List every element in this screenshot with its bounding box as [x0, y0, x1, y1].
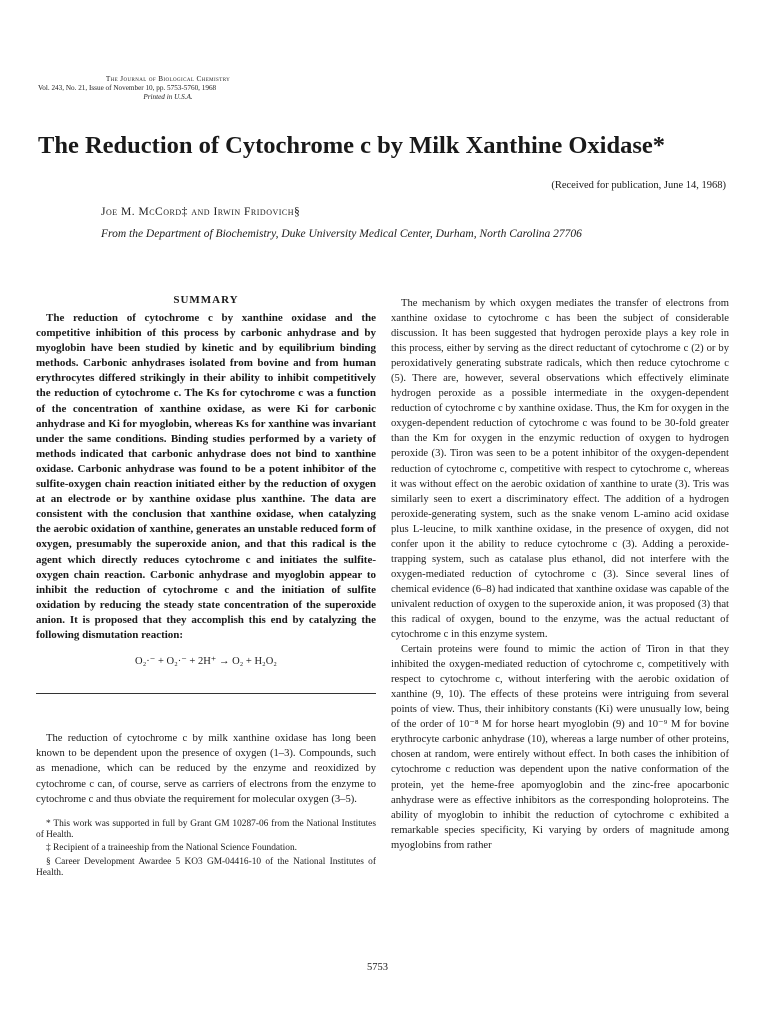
intro-paragraph: The reduction of cytochrome c by milk xanthine oxidase has long been known to be dependent upon the presence of oxygen (1–3). Compounds, such as menadione, which can be reduced by the enzyme and reoxidized by cytochrome c can, of course, serve as carriers of electrons from the enzyme to cytochrome c and thus obviate the requirement for molecular oxygen (3–5).: [36, 733, 376, 805]
page-number: 5753: [367, 962, 388, 973]
footnote: ‡ Recipient of a traineeship from the National Science Foundation.: [46, 843, 297, 854]
footnotes: [36, 819, 376, 879]
footnote: * This work was supported in full by Grant GM 10287-06 from the National Institutes of Health.: [36, 819, 376, 841]
paper-title: The Reduction of Cytochrome c by Milk Xanthine Oxidase*: [38, 132, 666, 159]
body-paragraph: The mechanism by which oxygen mediates the transfer of electrons from xanthine oxidase to cytochrome c has been the subject of considerable discussion. It has been suggested that hydrogen peroxide plays a key role in this process, either by serving as the direct reductant of cytochrome c (2) or by peroxidatively generating substrate radicals, which then reduce cytochrome c (5). There are, however, several observations which effectively eliminate hydrogen peroxide as a possible intermediate in the oxygen-dependent reduction of cytochrome c by xanthine oxidase. Thus, the Km for oxygen in the oxygen-dependent reduction of cytochrome c was found to be 30-fold greater than the Km for oxygen in the enzymic reduction of oxygen to hydrogen peroxide (3). Tiron was seen to be a potent inhibitor of the oxygen-dependent reduction of cytochrome c, competitive with respect to cytochrome c, whereas it was without effect on the aerobic oxidation of xanthine to urate (3). Tris was similarly seen to exert a discriminatory effect. The addition of a hydrogen peroxide-generating system, such as the snake venom L-amino acid oxidase plus L-leucine, to milk xanthine oxidase, in the presence of oxygen, did not confer upon it the ability to reduce cytochrome c (3). Adding a peroxide-trapping system, such as catalase plus ethanol, did not interfere with the oxygen-mediated reduction of cytochrome c (3). Since several lines of chemical evidence (6–8) had indicated that xanthine oxidase was capable of the univalent reduction of oxygen to the superoxide anion, it was proposed (3) that this radical of oxygen, bound to the enzyme, was the actual reductant of cytochrome c in this enzyme system.: [391, 298, 729, 641]
authors: Joe M. McCord‡ and Irwin Fridovich§: [101, 206, 301, 218]
dismutation-equation: O₂·⁻ + O₂·⁻ + 2H⁺ → O₂ + H₂O₂: [135, 656, 277, 668]
footnote: § Career Development Awardee 5 KO3 GM-04416-10 of the National Institutes of Health.: [36, 856, 376, 878]
section-divider: [36, 693, 376, 694]
affiliation: From the Department of Biochemistry, Duke University Medical Center, Durham, North Carolina 27706: [101, 228, 582, 240]
summary-text: The reduction of cytochrome c by xanthine oxidase and the competitive inhibition of this process by carbonic anhydrase and by myoglobin have been studied by kinetic and by equilibrium binding methods. Carbonic anhydrases isolated from bovine and from human erythrocytes differed strikingly in their ability to inhibit competitively the reduction of cytochrome c. The Ks for cytochrome c was a function of the concentration of xanthine oxidase, as were Ki for carbonic anhydrase and Ki for myoglobin, whereas Ks for xanthine was invariant under the same conditions. Binding studies performed by a variety of methods indicated that carbonic anhydrase does not bind to xanthine oxidase. Carbonic anhydrase was found to be a potent inhibitor of the sulfite-oxygen chain reaction initiated either by the reduction of oxygen at an electrode or by xanthine oxidase plus xanthine. The data are consistent with the conclusion that xanthine oxidase, when catalyzing the aerobic oxidation of xanthine, generates an unstable reduced form of oxygen, presumably the superoxide anion, and that this radical is the agent which directly reduces cytochrome c and initiates the sulfite-oxygen chain reaction. Carbonic anhydrase and myoglobin appear to inhibit the reduction of cytochrome c and the initiation of sulfite oxidation by reducing the steady state concentration of the superoxide anion. It is proposed that they accomplish this end by catalyzing the following dismutation reaction:: [36, 312, 376, 641]
summary-heading: SUMMARY: [173, 294, 239, 306]
journal-header: [38, 75, 298, 102]
printed-line: Printed in U.S.A.: [143, 93, 193, 101]
right-column: [391, 296, 729, 853]
body-paragraph: Certain proteins were found to mimic the action of Tiron in that they inhibited the oxygen-mediated reduction of cytochrome c, competitively with respect to cytochrome c, without interfering with the aerobic oxidation of xanthine (9, 10). The effects of these proteins were intriguing from several points of view. Thus, their inhibitory constants (Ki) were unusually low, being of the order of 10⁻⁸ M for horse heart myoglobin (9) and 10⁻⁹ M for bovine erythrocyte carbonic anhydrase (10), whereas a large number of other proteins, chosen at random, were entirely without effect. In both cases the inhibition of cytochrome c reduction was dependent upon the native conformation of the protein, yet the heme-free apomyoglobin and the zinc-free apocarbonic anhydrase were as effective inhibitors as the corresponding holoproteins. The ability of myoglobin to inhibit the reduction of cytochrome c exhibited a remarkable species specificity, Ki varying by orders of magnitude among myoglobins from rather: [391, 644, 729, 851]
journal-name: The Journal of Biological Chemistry: [105, 75, 231, 83]
volume-line: Vol. 243, No. 21, Issue of November 10, pp. 5753-5760, 1968: [38, 84, 217, 92]
received-date: (Received for publication, June 14, 1968): [551, 180, 726, 191]
left-column: [36, 294, 376, 881]
